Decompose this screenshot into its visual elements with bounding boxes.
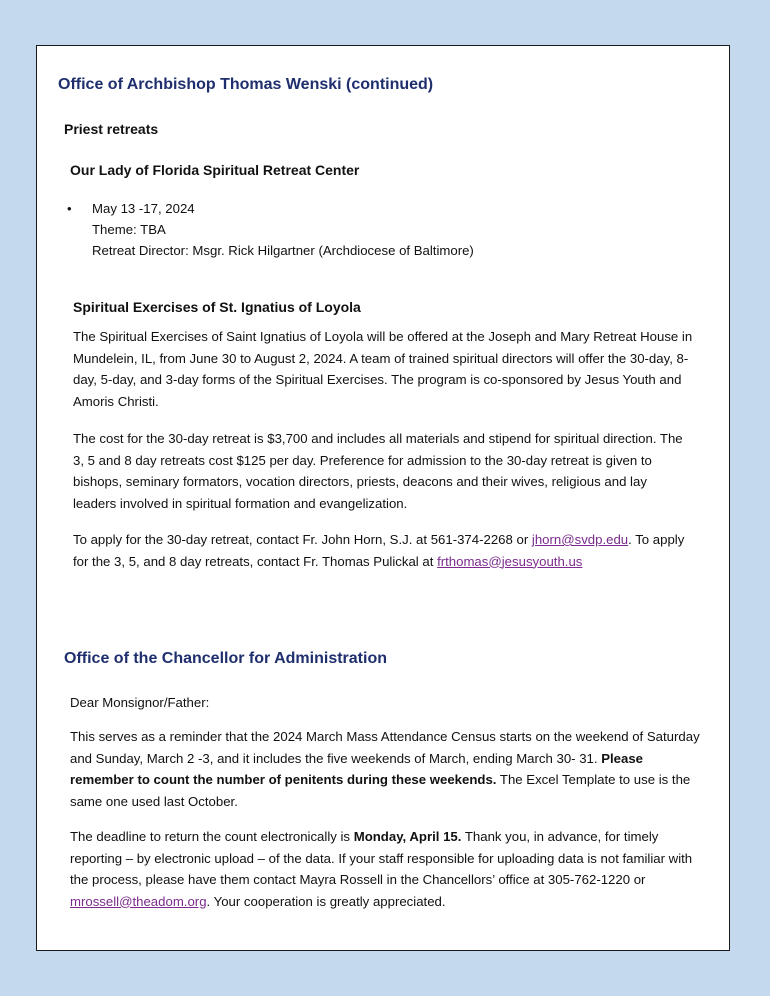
exercises-paragraph-1: The Spiritual Exercises of Saint Ignatius of Loyola will be offered at the Joseph and Mary Retreat House in Mundelein, IL, from June 30 to August 2, 2024. A team of trained spiritual directors will offer the 30-day, 8-day, 5-day, and 3-day forms of the Spiritual Exercises. The program is co-sponsored by Jesus Youth and Amoris Christi.: [73, 329, 693, 409]
priest-retreats-heading: Priest retreats: [64, 121, 159, 137]
deadline-date: Monday, April 15.: [353, 829, 462, 844]
census-bold-reminder: Please remember to count the number of penitents during these weekends.: [70, 750, 644, 787]
email-link-frthomas[interactable]: frthomas@jesusyouth.us: [437, 553, 583, 569]
deadline-text-start: The deadline to return the count electronically is: [70, 829, 354, 844]
apply-paragraph: [73, 529, 693, 572]
census-text-start: This serves as a reminder that the 2024 March Mass Attendance Census starts on the weekend of Saturday and Sunday, March 2 -3, and it includes the five weekends of March, ending March 30- 31.: [70, 729, 700, 766]
salutation: Dear Monsignor/Father:: [70, 695, 210, 710]
apply-text-mid: . To apply for the 3, 5, and 8 day retreats, contact Fr. Thomas Pulickal at: [73, 532, 685, 569]
wenski-section-title: Office of Archbishop Thomas Wenski (continued): [58, 76, 434, 93]
bullet-icon: •: [67, 201, 72, 216]
apply-text-start: To apply for the 30-day retreat, contact Fr. John Horn, S.J. at 561-374-2268 or: [73, 532, 532, 547]
document-page: [36, 45, 730, 951]
retreat-center-heading: Our Lady of Florida Spiritual Retreat Center: [70, 162, 360, 178]
email-link-mrossell[interactable]: mrossell@theadom.org: [70, 893, 207, 909]
census-paragraph: [70, 726, 702, 812]
spiritual-exercises-heading: Spiritual Exercises of St. Ignatius of Loyola: [73, 299, 361, 315]
retreat-director: Retreat Director: Msgr. Rick Hilgartner (Archdiocese of Baltimore): [92, 243, 474, 258]
retreat-theme: Theme: TBA: [92, 222, 166, 237]
census-text-end: The Excel Template to use is the same one used last October.: [70, 772, 691, 809]
exercises-paragraph-2: The cost for the 30-day retreat is $3,700 and includes all materials and stipend for spiritual direction. The 3, 5 and 8 day retreats cost $125 per day. Preference for admission to the 30-day retreat is given to bishops, seminary formators, vocation directors, priests, deacons and their wives, religious and lay leaders involved in spiritual formation and evangelization.: [73, 431, 683, 511]
deadline-text-mid: Thank you, in advance, for timely reporting – by electronic upload – of the data. If your staff responsible for uploading data is not familiar with the process, please have them contact Mayra Rossell in the Chancellors’ office at 305-762-1220 or: [70, 829, 693, 887]
retreat-dates: May 13 -17, 2024: [92, 201, 195, 216]
deadline-paragraph: [70, 826, 702, 912]
chancellor-section-title: Office of the Chancellor for Administration: [64, 650, 387, 667]
deadline-text-end: . Your cooperation is greatly appreciated.: [206, 893, 446, 909]
email-link-jhorn[interactable]: jhorn@svdp.edu: [531, 532, 629, 547]
